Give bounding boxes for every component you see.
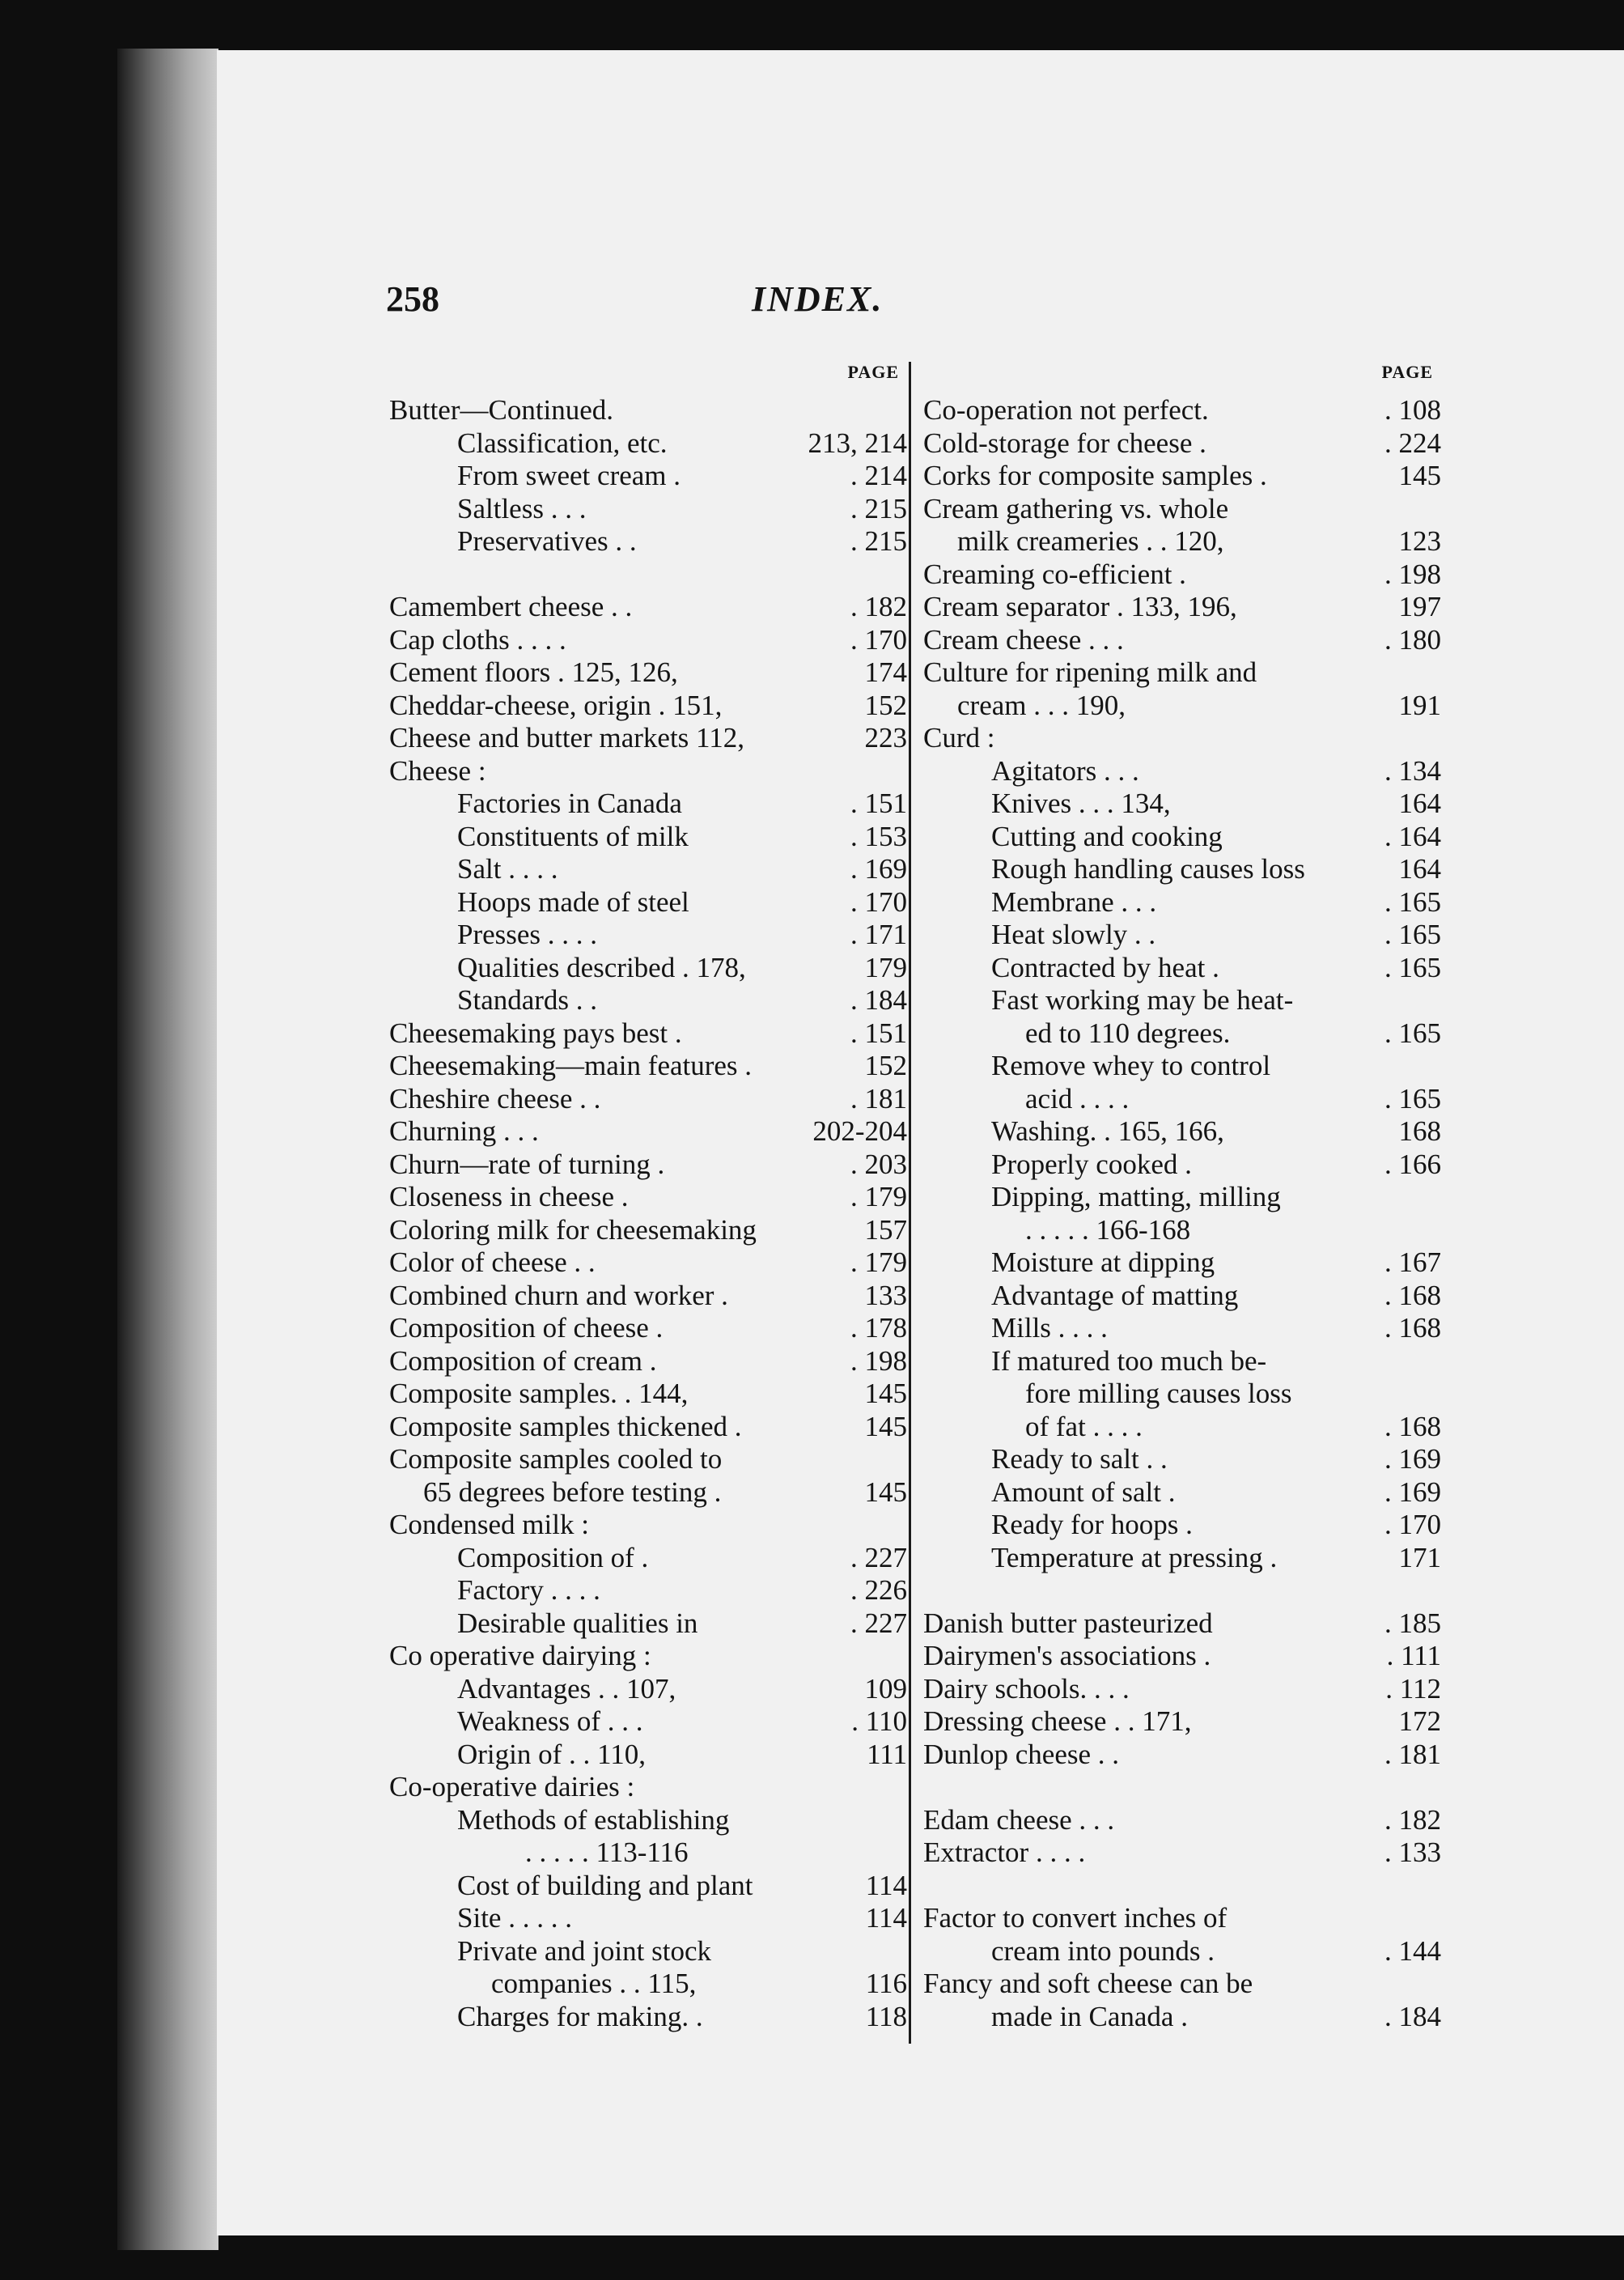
index-entry-term: Cheddar-cheese, origin . 151, xyxy=(389,689,723,721)
index-entry-page: 223 xyxy=(864,722,907,754)
index-entry-term: Cheshire cheese . . xyxy=(389,1082,601,1115)
index-entry-page: 152 xyxy=(864,1050,907,1081)
index-entry-term: Creaming co-efficient . xyxy=(923,558,1186,590)
index-entry-page: . 111 xyxy=(1386,1640,1441,1671)
index-column-right xyxy=(923,362,1441,2037)
index-entry-term: Cream gathering vs. whole xyxy=(923,492,1229,524)
index-entry-term: Properly cooked . xyxy=(991,1148,1192,1180)
index-entry xyxy=(923,525,1441,558)
index-entry-term: Cap cloths . . . . xyxy=(389,623,566,656)
index-entry xyxy=(389,1246,907,1280)
index-entry xyxy=(389,1509,907,1542)
index-entry-term: Churning . . . xyxy=(389,1115,539,1147)
index-entry-page: 109 xyxy=(864,1672,907,1705)
index-entry-term: Condensed milk : xyxy=(389,1509,589,1540)
index-entry-page: . 108 xyxy=(1384,394,1441,426)
index-entry-term: If matured too much be- xyxy=(991,1344,1267,1377)
index-entry xyxy=(923,919,1441,952)
index-entry-page: . 168 xyxy=(1384,1279,1441,1311)
index-entry-term: Cream cheese . . . xyxy=(923,623,1124,656)
index-entry xyxy=(389,919,907,952)
index-entry xyxy=(389,821,907,854)
index-entry xyxy=(389,1902,907,1935)
index-entry-page: . 144 xyxy=(1384,1934,1441,1967)
index-entry-term: Charges for making. . xyxy=(457,2000,703,2032)
index-entry-page: . 164 xyxy=(1384,820,1441,852)
index-entry-term: Composition of . xyxy=(457,1541,649,1573)
index-entry xyxy=(389,722,907,755)
index-entry-page: . 168 xyxy=(1384,1312,1441,1344)
index-entry-page: 164 xyxy=(1398,853,1441,885)
index-entry xyxy=(389,1705,907,1739)
index-entry-term: Private and joint stock xyxy=(457,1934,711,1967)
index-entry-page: . 184 xyxy=(850,984,907,1016)
index-entry-term: Cold-storage for cheese . xyxy=(923,427,1206,459)
index-entry-page: . 110 xyxy=(851,1705,907,1737)
index-entry-term: . . . . . 113-116 xyxy=(525,1836,689,1868)
index-entry-page: . 112 xyxy=(1385,1672,1441,1705)
index-entry-term: Advantage of matting xyxy=(991,1279,1239,1311)
index-entry-term: Co operative dairying : xyxy=(389,1640,651,1671)
index-entry-term: Methods of establishing xyxy=(457,1803,730,1836)
index-entry xyxy=(923,722,1441,755)
index-entry-term: cream . . . 190, xyxy=(957,689,1126,721)
index-entry-page: 171 xyxy=(1398,1541,1441,1573)
index-entry-page: 114 xyxy=(865,1902,907,1934)
index-entry-term: Amount of salt . xyxy=(991,1475,1176,1508)
index-entry-term: Dressing cheese . . 171, xyxy=(923,1705,1192,1737)
index-entry-term: Washing. . 165, 166, xyxy=(991,1115,1224,1147)
index-entry xyxy=(923,1705,1441,1739)
index-entry-page: . 203 xyxy=(850,1148,907,1180)
index-entry-term: Factory . . . . xyxy=(457,1574,600,1606)
index-entry xyxy=(923,1804,1441,1837)
index-entry xyxy=(923,755,1441,788)
index-entry xyxy=(389,1542,907,1575)
index-entry-page: . 167 xyxy=(1384,1246,1441,1278)
index-entry xyxy=(923,1050,1441,1083)
index-entry xyxy=(923,1083,1441,1116)
index-gap xyxy=(923,1771,1441,1804)
index-entry-term: Composite samples cooled to xyxy=(389,1443,723,1475)
index-entry-term: Extractor . . . . xyxy=(923,1836,1086,1868)
index-entry-page: 145 xyxy=(1398,460,1441,491)
index-entry-page: . 169 xyxy=(850,853,907,885)
index-entry xyxy=(389,952,907,985)
index-entry-term: Camembert cheese . . xyxy=(389,591,633,622)
index-entry xyxy=(923,591,1441,624)
index-entry-term: Butter—Continued. xyxy=(389,394,614,426)
index-entry xyxy=(923,1345,1441,1378)
index-entry-term: cream into pounds . xyxy=(991,1934,1215,1967)
index-entry-term: Closeness in cheese . xyxy=(389,1181,629,1212)
index-entry-term: Membrane . . . xyxy=(991,885,1157,918)
index-entry xyxy=(389,591,907,624)
index-entry xyxy=(923,984,1441,1017)
index-entry xyxy=(923,1280,1441,1313)
index-entry-term: acid . . . . xyxy=(1025,1082,1130,1115)
index-entry xyxy=(389,2001,907,2034)
index-entry xyxy=(923,1542,1441,1575)
index-entry-term: Dunlop cheese . . xyxy=(923,1738,1120,1770)
book-spine-edge xyxy=(117,49,218,2250)
index-entry-page: . 179 xyxy=(850,1246,907,1278)
index-entry xyxy=(389,1771,907,1804)
index-entry xyxy=(389,788,907,821)
index-entry xyxy=(389,1214,907,1247)
index-entry-page: 202-204 xyxy=(812,1115,907,1147)
index-entry xyxy=(389,1443,907,1476)
index-entry xyxy=(923,1411,1441,1444)
index-entry-page: . 165 xyxy=(1384,1017,1441,1049)
index-entry xyxy=(389,1640,907,1673)
index-entry-term: . . . . . 166-168 xyxy=(1025,1213,1191,1246)
index-entry-term: Dipping, matting, milling xyxy=(991,1181,1281,1212)
index-entry xyxy=(923,1115,1441,1148)
index-entry-term: companies . . 115, xyxy=(491,1968,697,1999)
index-entry xyxy=(923,1902,1441,1935)
index-entry-page: 114 xyxy=(865,1869,907,1901)
index-entry xyxy=(389,624,907,657)
index-entry-term: Curd : xyxy=(923,722,995,754)
index-entry-page: . 171 xyxy=(850,919,907,950)
index-entry-term: 65 degrees before testing . xyxy=(423,1475,722,1508)
index-entry-page: . 165 xyxy=(1384,885,1441,918)
index-entry-term: Mills . . . . xyxy=(991,1312,1108,1344)
index-entry xyxy=(389,1673,907,1706)
index-entry xyxy=(389,755,907,788)
index-entry xyxy=(923,1312,1441,1345)
index-entry xyxy=(923,788,1441,821)
page-number: 258 xyxy=(386,279,439,319)
index-entry xyxy=(923,1378,1441,1411)
index-entry-term: Edam cheese . . . xyxy=(923,1803,1115,1836)
index-entry-page: . 180 xyxy=(1384,623,1441,656)
index-entry-page: . 151 xyxy=(850,1017,907,1049)
index-entry-term: Contracted by heat . xyxy=(991,951,1219,983)
index-entry-term: Factories in Canada xyxy=(457,788,682,819)
index-entry-page: . 227 xyxy=(850,1541,907,1573)
index-entry-term: Combined churn and worker . xyxy=(389,1279,728,1311)
index-entry-term: Moisture at dipping xyxy=(991,1246,1215,1278)
index-entry xyxy=(923,1214,1441,1247)
index-entry xyxy=(923,656,1441,690)
index-entry-page: 157 xyxy=(864,1213,907,1246)
index-entry xyxy=(389,1115,907,1148)
index-entry-term: Co-operative dairies : xyxy=(389,1771,635,1802)
index-entry-page: 145 xyxy=(864,1475,907,1508)
index-entry xyxy=(923,952,1441,985)
index-entry-page: . 151 xyxy=(850,788,907,819)
index-entry-term: Corks for composite samples . xyxy=(923,460,1267,491)
index-entry-term: Co-operation not perfect. xyxy=(923,394,1209,426)
index-entry-term: Knives . . . 134, xyxy=(991,788,1171,819)
index-entry-page: 133 xyxy=(864,1279,907,1311)
index-entry-term: Cost of building and plant xyxy=(457,1869,753,1901)
index-entry xyxy=(389,1870,907,1903)
index-entry-page: . 133 xyxy=(1384,1836,1441,1868)
index-entry-page: 168 xyxy=(1398,1115,1441,1147)
index-entry-term: Cream separator . 133, 196, xyxy=(923,591,1237,622)
index-gap xyxy=(923,1870,1441,1903)
column-divider xyxy=(909,362,911,2044)
index-entry xyxy=(923,1673,1441,1706)
index-entry xyxy=(923,394,1441,427)
index-entry-term: Site . . . . . xyxy=(457,1902,572,1934)
index-entry-page: . 170 xyxy=(1384,1509,1441,1540)
index-entry-term: Preservatives . . xyxy=(457,525,637,557)
index-entry xyxy=(389,427,907,461)
index-entry xyxy=(389,1280,907,1313)
index-entry xyxy=(923,1017,1441,1051)
index-entry-page: 111 xyxy=(867,1738,907,1770)
index-entry-page: . 182 xyxy=(850,591,907,622)
index-entry xyxy=(389,1476,907,1509)
index-entry xyxy=(389,984,907,1017)
index-entry-term: Cheese : xyxy=(389,754,486,787)
index-entry-page: 116 xyxy=(865,1968,907,1999)
index-entry-term: Presses . . . . xyxy=(457,919,598,950)
index-entry-term: Ready to salt . . xyxy=(991,1443,1168,1475)
index-entry xyxy=(389,1083,907,1116)
index-entry xyxy=(389,1739,907,1772)
index-entry xyxy=(389,1312,907,1345)
index-column-left xyxy=(389,362,907,2037)
book-page xyxy=(217,50,1624,2235)
index-entry xyxy=(923,558,1441,592)
index-entry-page: . 182 xyxy=(1384,1803,1441,1836)
index-entry xyxy=(389,460,907,493)
index-entry-page: . 215 xyxy=(850,525,907,557)
index-entry-term: Remove whey to control xyxy=(991,1050,1271,1081)
index-entry xyxy=(389,886,907,919)
index-entry xyxy=(389,1804,907,1837)
index-entry xyxy=(389,690,907,723)
index-entry xyxy=(389,1968,907,2001)
index-entry-page: . 170 xyxy=(850,885,907,918)
index-entry xyxy=(923,460,1441,493)
index-entry-term: Constituents of milk xyxy=(457,820,689,852)
index-entry-page: 145 xyxy=(864,1410,907,1442)
index-entry xyxy=(923,1935,1441,1968)
index-entry xyxy=(923,1181,1441,1214)
index-entry-term: Composite samples thickened . xyxy=(389,1410,742,1442)
index-entry-page: 123 xyxy=(1398,525,1441,557)
index-entry xyxy=(923,853,1441,886)
index-entry-term: Factor to convert inches of xyxy=(923,1902,1228,1934)
index-entry-term: of fat . . . . xyxy=(1025,1410,1143,1442)
index-entry xyxy=(389,1607,907,1641)
index-entry xyxy=(389,525,907,558)
index-entry-term: Cutting and cooking xyxy=(991,820,1223,852)
index-entry xyxy=(389,394,907,427)
index-entry-term: Hoops made of steel xyxy=(457,885,689,918)
index-entry xyxy=(923,624,1441,657)
index-entries-right xyxy=(923,394,1441,2033)
index-entry xyxy=(923,690,1441,723)
index-entry-page: . 165 xyxy=(1384,1082,1441,1115)
index-entry-term: Coloring milk for cheesemaking xyxy=(389,1213,757,1246)
index-entry xyxy=(389,1836,907,1870)
index-entry-page: 191 xyxy=(1398,689,1441,721)
index-entry-page: . 215 xyxy=(850,492,907,524)
index-entry xyxy=(389,1574,907,1607)
index-entry-page: . 227 xyxy=(850,1607,907,1639)
index-entry-term: Cheesemaking pays best . xyxy=(389,1017,682,1049)
index-entry xyxy=(923,886,1441,919)
index-entry-term: made in Canada . xyxy=(991,2000,1188,2032)
index-gap xyxy=(923,1574,1441,1607)
index-entry-page: . 224 xyxy=(1384,427,1441,459)
index-entry-term: Agitators . . . xyxy=(991,754,1139,787)
index-entry-term: Cheese and butter markets 112, xyxy=(389,722,744,754)
index-entry-term: Salt . . . . xyxy=(457,853,558,885)
index-entry-term: Composite samples. . 144, xyxy=(389,1378,689,1409)
index-entry-page: . 168 xyxy=(1384,1410,1441,1442)
index-entry-term: Danish butter pasteurized xyxy=(923,1607,1213,1639)
index-entry-term: Churn—rate of turning . xyxy=(389,1148,665,1180)
index-entry-page: . 185 xyxy=(1384,1607,1441,1639)
index-entry-term: Rough handling causes loss xyxy=(991,853,1305,885)
index-entry xyxy=(923,1246,1441,1280)
index-entry-term: milk creameries . . 120, xyxy=(957,525,1224,557)
index-entry-page: . 181 xyxy=(1384,1738,1441,1770)
index-entry-term: fore milling causes loss xyxy=(1025,1378,1292,1409)
index-entry xyxy=(389,1935,907,1968)
index-entry-page: . 184 xyxy=(1384,2000,1441,2032)
index-entry xyxy=(389,1378,907,1411)
index-entry xyxy=(389,1345,907,1378)
index-entry-page: . 169 xyxy=(1384,1443,1441,1475)
index-entry-page: 118 xyxy=(865,2000,907,2032)
index-entry-term: ed to 110 degrees. xyxy=(1025,1017,1231,1049)
index-entry xyxy=(389,853,907,886)
index-entry-term: Dairymen's associations . xyxy=(923,1640,1211,1671)
index-entries-left xyxy=(389,394,907,2033)
index-entry-term: Saltless . . . xyxy=(457,492,587,524)
index-entry-term: Weakness of . . . xyxy=(457,1705,643,1737)
index-entry-page: . 165 xyxy=(1384,919,1441,950)
index-entry-page: . 166 xyxy=(1384,1148,1441,1180)
index-entry xyxy=(923,1148,1441,1182)
index-entry-term: Advantages . . 107, xyxy=(457,1672,676,1705)
index-entry-term: Qualities described . 178, xyxy=(457,951,746,983)
index-entry xyxy=(923,427,1441,461)
index-entry xyxy=(389,1050,907,1083)
index-entry-page: 172 xyxy=(1398,1705,1441,1737)
index-entry xyxy=(389,656,907,690)
index-entry-page: 152 xyxy=(864,689,907,721)
index-entry-page: . 169 xyxy=(1384,1475,1441,1508)
index-entry-page: 164 xyxy=(1398,788,1441,819)
index-entry xyxy=(923,1640,1441,1673)
index-entry-term: Standards . . xyxy=(457,984,598,1016)
index-entry-page: . 178 xyxy=(850,1312,907,1344)
index-entry-term: Composition of cheese . xyxy=(389,1312,664,1344)
index-entry-term: Temperature at pressing . xyxy=(991,1541,1278,1573)
index-entry-page: . 198 xyxy=(850,1344,907,1377)
index-entry-page: . 181 xyxy=(850,1082,907,1115)
index-entry-page: . 134 xyxy=(1384,754,1441,787)
column-head-left: PAGE xyxy=(847,362,899,382)
index-entry-page: 197 xyxy=(1398,591,1441,622)
index-entry-page: 174 xyxy=(864,656,907,688)
index-entry-page: 213, 214 xyxy=(808,427,907,459)
index-entry-page: . 153 xyxy=(850,820,907,852)
index-entry-page: . 226 xyxy=(850,1574,907,1606)
index-entry-term: Classification, etc. xyxy=(457,427,668,459)
index-entry xyxy=(389,1017,907,1051)
index-entry-term: Desirable qualities in xyxy=(457,1607,698,1639)
index-entry-term: From sweet cream . xyxy=(457,460,681,491)
index-entry-term: Cheesemaking—main features . xyxy=(389,1050,753,1081)
index-entry xyxy=(923,1509,1441,1542)
index-entry xyxy=(923,821,1441,854)
index-entry-term: Dairy schools. . . . xyxy=(923,1672,1130,1705)
index-entry xyxy=(923,2001,1441,2034)
page-header xyxy=(386,278,1195,335)
index-entry xyxy=(923,1968,1441,2001)
index-entry-term: Heat slowly . . xyxy=(991,919,1156,950)
index-entry-term: Origin of . . 110, xyxy=(457,1738,646,1770)
index-entry-page: . 198 xyxy=(1384,558,1441,590)
index-entry xyxy=(389,1181,907,1214)
index-entry xyxy=(389,1411,907,1444)
index-entry xyxy=(389,493,907,526)
running-title: INDEX. xyxy=(752,279,884,319)
index-entry-page: . 179 xyxy=(850,1181,907,1212)
column-head-right: PAGE xyxy=(1381,362,1433,382)
index-entry-term: Ready for hoops . xyxy=(991,1509,1193,1540)
index-entry xyxy=(923,1476,1441,1509)
index-entry-term: Cement floors . 125, 126, xyxy=(389,656,678,688)
index-entry xyxy=(923,1739,1441,1772)
index-entry xyxy=(923,493,1441,526)
index-entry-term: Fancy and soft cheese can be xyxy=(923,1968,1253,1999)
index-entry-term: Composition of cream . xyxy=(389,1344,657,1377)
index-entry xyxy=(923,1443,1441,1476)
index-entry-page: . 165 xyxy=(1384,951,1441,983)
index-entry-page: . 170 xyxy=(850,623,907,656)
index-entry-page: . 214 xyxy=(850,460,907,491)
index-entry xyxy=(923,1836,1441,1870)
index-entry-page: 179 xyxy=(864,951,907,983)
index-entry-term: Culture for ripening milk and xyxy=(923,656,1257,688)
index-entry-page: 145 xyxy=(864,1378,907,1409)
index-entry-term: Color of cheese . . xyxy=(389,1246,596,1278)
index-gap xyxy=(389,558,907,592)
index-entry xyxy=(389,1148,907,1182)
index-entry xyxy=(923,1607,1441,1641)
index-entry-term: Fast working may be heat- xyxy=(991,984,1294,1016)
